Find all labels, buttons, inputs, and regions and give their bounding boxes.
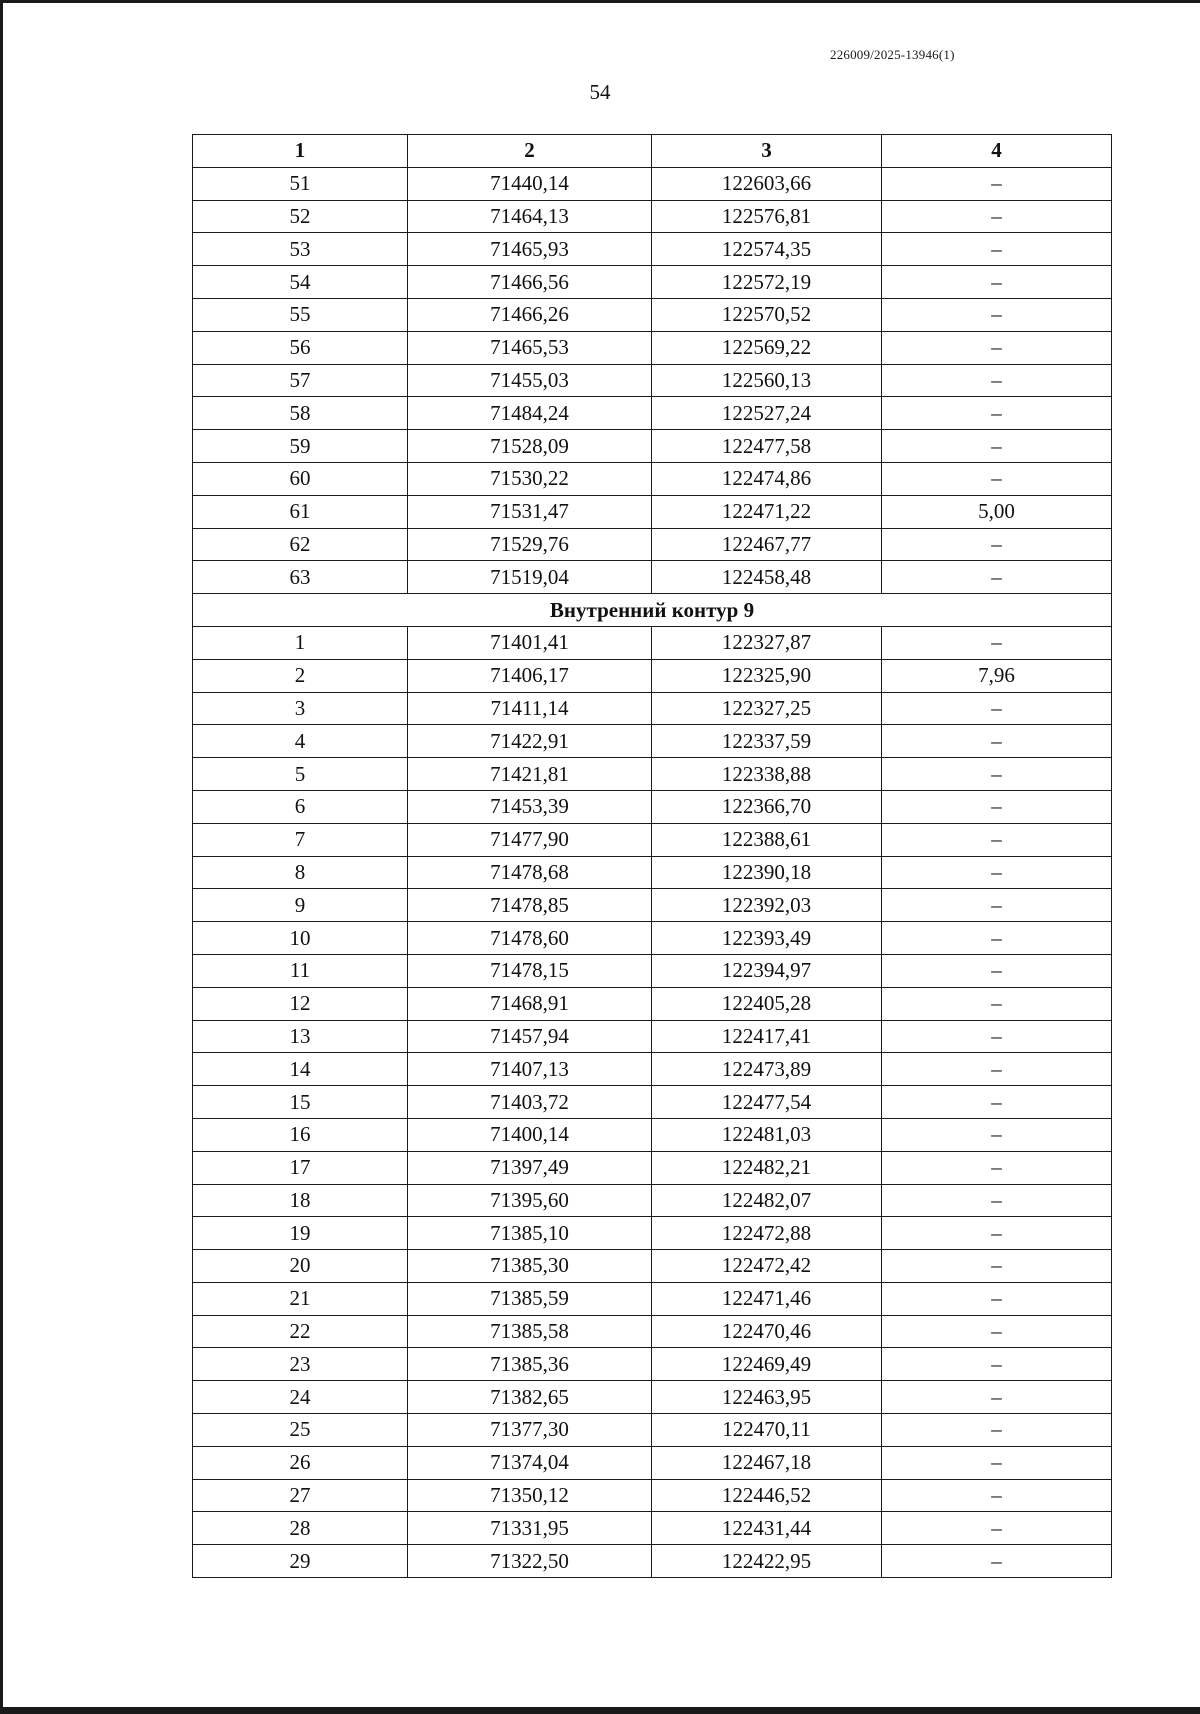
x-coordinate-cell: 71422,91 — [408, 725, 652, 758]
y-coordinate-cell: 122477,58 — [652, 430, 882, 463]
point-number-cell: 56 — [193, 331, 408, 364]
table-row — [193, 1053, 1112, 1086]
document-code: 226009/2025-13946(1) — [830, 47, 955, 62]
point-number-cell: 25 — [193, 1414, 408, 1447]
point-number-cell: 51 — [193, 167, 408, 200]
x-coordinate-cell: 71478,68 — [408, 856, 652, 889]
point-number-cell: 60 — [193, 462, 408, 495]
point-number-cell: 27 — [193, 1479, 408, 1512]
point-number-cell: 59 — [193, 430, 408, 463]
y-coordinate-cell: 122388,61 — [652, 823, 882, 856]
y-coordinate-cell: 122394,97 — [652, 954, 882, 987]
table-row — [193, 364, 1112, 397]
x-coordinate-cell: 71465,93 — [408, 233, 652, 266]
value-cell: – — [882, 266, 1112, 299]
y-coordinate-cell: 122570,52 — [652, 298, 882, 331]
point-number-cell: 24 — [193, 1381, 408, 1414]
point-number-cell: 52 — [193, 200, 408, 233]
point-number-cell: 8 — [193, 856, 408, 889]
value-cell: – — [882, 692, 1112, 725]
x-coordinate-cell: 71407,13 — [408, 1053, 652, 1086]
table-row — [193, 462, 1112, 495]
y-coordinate-cell: 122463,95 — [652, 1381, 882, 1414]
point-number-cell: 2 — [193, 659, 408, 692]
point-number-cell: 10 — [193, 922, 408, 955]
point-number-cell: 22 — [193, 1315, 408, 1348]
table-row — [193, 495, 1112, 528]
table-row — [193, 954, 1112, 987]
x-coordinate-cell: 71531,47 — [408, 495, 652, 528]
y-coordinate-cell: 122327,25 — [652, 692, 882, 725]
x-coordinate-cell: 71395,60 — [408, 1184, 652, 1217]
point-number-cell: 4 — [193, 725, 408, 758]
table-row — [193, 1545, 1112, 1578]
x-coordinate-cell: 71440,14 — [408, 167, 652, 200]
point-number-cell: 63 — [193, 561, 408, 594]
x-coordinate-cell: 71377,30 — [408, 1414, 652, 1447]
table-row — [193, 725, 1112, 758]
value-cell: 5,00 — [882, 495, 1112, 528]
x-coordinate-cell: 71528,09 — [408, 430, 652, 463]
y-coordinate-cell: 122325,90 — [652, 659, 882, 692]
table-row — [193, 790, 1112, 823]
y-coordinate-cell: 122569,22 — [652, 331, 882, 364]
point-number-cell: 20 — [193, 1250, 408, 1283]
table-row — [193, 200, 1112, 233]
x-coordinate-cell: 71466,56 — [408, 266, 652, 299]
point-number-cell: 58 — [193, 397, 408, 430]
value-cell: – — [882, 922, 1112, 955]
y-coordinate-cell: 122327,87 — [652, 626, 882, 659]
y-coordinate-cell: 122603,66 — [652, 167, 882, 200]
point-number-cell: 62 — [193, 528, 408, 561]
value-cell: – — [882, 1151, 1112, 1184]
page-number: 54 — [589, 80, 611, 104]
y-coordinate-cell: 122469,49 — [652, 1348, 882, 1381]
x-coordinate-cell: 71464,13 — [408, 200, 652, 233]
value-cell: – — [882, 1446, 1112, 1479]
x-coordinate-cell: 71374,04 — [408, 1446, 652, 1479]
value-cell: – — [882, 1282, 1112, 1315]
value-cell: – — [882, 1348, 1112, 1381]
value-cell: – — [882, 1086, 1112, 1119]
value-cell: – — [882, 364, 1112, 397]
x-coordinate-cell: 71401,41 — [408, 626, 652, 659]
x-coordinate-cell: 71519,04 — [408, 561, 652, 594]
value-cell: – — [882, 430, 1112, 463]
x-coordinate-cell: 71477,90 — [408, 823, 652, 856]
value-cell: – — [882, 725, 1112, 758]
coordinates-table — [192, 134, 1112, 1578]
table-row — [193, 1348, 1112, 1381]
x-coordinate-cell: 71478,85 — [408, 889, 652, 922]
point-number-cell: 29 — [193, 1545, 408, 1578]
table-row — [193, 1479, 1112, 1512]
y-coordinate-cell: 122446,52 — [652, 1479, 882, 1512]
y-coordinate-cell: 122470,46 — [652, 1315, 882, 1348]
value-cell: 7,96 — [882, 659, 1112, 692]
x-coordinate-cell: 71478,15 — [408, 954, 652, 987]
value-cell: – — [882, 561, 1112, 594]
point-number-cell: 23 — [193, 1348, 408, 1381]
table-row — [193, 823, 1112, 856]
point-number-cell: 53 — [193, 233, 408, 266]
table-row — [193, 626, 1112, 659]
x-coordinate-cell: 71466,26 — [408, 298, 652, 331]
point-number-cell: 3 — [193, 692, 408, 725]
value-cell: – — [882, 626, 1112, 659]
section-title: Внутренний контур 9 — [193, 594, 1112, 627]
table-row — [193, 528, 1112, 561]
y-coordinate-cell: 122572,19 — [652, 266, 882, 299]
table-row — [193, 659, 1112, 692]
value-cell: – — [882, 1217, 1112, 1250]
table-row — [193, 922, 1112, 955]
point-number-cell: 6 — [193, 790, 408, 823]
value-cell: – — [882, 331, 1112, 364]
table-row — [193, 430, 1112, 463]
table-row — [193, 1020, 1112, 1053]
table-row — [193, 561, 1112, 594]
y-coordinate-cell: 122366,70 — [652, 790, 882, 823]
table-row — [193, 1184, 1112, 1217]
column-header-4: 4 — [882, 135, 1112, 168]
table-row — [193, 1118, 1112, 1151]
point-number-cell: 19 — [193, 1217, 408, 1250]
x-coordinate-cell: 71530,22 — [408, 462, 652, 495]
point-number-cell: 16 — [193, 1118, 408, 1151]
point-number-cell: 55 — [193, 298, 408, 331]
table-row — [193, 1086, 1112, 1119]
table-header-row — [193, 135, 1112, 168]
value-cell: – — [882, 462, 1112, 495]
value-cell: – — [882, 1315, 1112, 1348]
x-coordinate-cell: 71465,53 — [408, 331, 652, 364]
table-row — [193, 331, 1112, 364]
table-row — [193, 1282, 1112, 1315]
table-row — [193, 1381, 1112, 1414]
y-coordinate-cell: 122470,11 — [652, 1414, 882, 1447]
y-coordinate-cell: 122467,77 — [652, 528, 882, 561]
value-cell: – — [882, 1250, 1112, 1283]
point-number-cell: 5 — [193, 758, 408, 791]
x-coordinate-cell: 71385,59 — [408, 1282, 652, 1315]
x-coordinate-cell: 71406,17 — [408, 659, 652, 692]
y-coordinate-cell: 122417,41 — [652, 1020, 882, 1053]
point-number-cell: 61 — [193, 495, 408, 528]
point-number-cell: 28 — [193, 1512, 408, 1545]
value-cell: – — [882, 823, 1112, 856]
y-coordinate-cell: 122482,07 — [652, 1184, 882, 1217]
x-coordinate-cell: 71421,81 — [408, 758, 652, 791]
point-number-cell: 21 — [193, 1282, 408, 1315]
scan-border-top — [0, 0, 1200, 3]
x-coordinate-cell: 71468,91 — [408, 987, 652, 1020]
y-coordinate-cell: 122405,28 — [652, 987, 882, 1020]
y-coordinate-cell: 122471,22 — [652, 495, 882, 528]
x-coordinate-cell: 71478,60 — [408, 922, 652, 955]
section-row-group — [193, 594, 1112, 627]
value-cell: – — [882, 1414, 1112, 1447]
section-row — [193, 594, 1112, 627]
y-coordinate-cell: 122477,54 — [652, 1086, 882, 1119]
value-cell: – — [882, 167, 1112, 200]
x-coordinate-cell: 71382,65 — [408, 1381, 652, 1414]
y-coordinate-cell: 122472,42 — [652, 1250, 882, 1283]
value-cell: – — [882, 790, 1112, 823]
x-coordinate-cell: 71529,76 — [408, 528, 652, 561]
x-coordinate-cell: 71403,72 — [408, 1086, 652, 1119]
y-coordinate-cell: 122481,03 — [652, 1118, 882, 1151]
table-row — [193, 266, 1112, 299]
value-cell: – — [882, 758, 1112, 791]
y-coordinate-cell: 122337,59 — [652, 725, 882, 758]
value-cell: – — [882, 1118, 1112, 1151]
table-row — [193, 1250, 1112, 1283]
y-coordinate-cell: 122338,88 — [652, 758, 882, 791]
table-row — [193, 1151, 1112, 1184]
value-cell: – — [882, 1053, 1112, 1086]
point-number-cell: 17 — [193, 1151, 408, 1184]
table-body-part2 — [193, 626, 1112, 1577]
y-coordinate-cell: 122482,21 — [652, 1151, 882, 1184]
point-number-cell: 1 — [193, 626, 408, 659]
y-coordinate-cell: 122576,81 — [652, 200, 882, 233]
y-coordinate-cell: 122560,13 — [652, 364, 882, 397]
table-row — [193, 889, 1112, 922]
value-cell: – — [882, 298, 1112, 331]
scan-border-bottom — [0, 1707, 1200, 1714]
point-number-cell: 9 — [193, 889, 408, 922]
point-number-cell: 26 — [193, 1446, 408, 1479]
value-cell: – — [882, 856, 1112, 889]
table-row — [193, 692, 1112, 725]
column-header-1: 1 — [193, 135, 408, 168]
y-coordinate-cell: 122392,03 — [652, 889, 882, 922]
x-coordinate-cell: 71385,30 — [408, 1250, 652, 1283]
column-header-2: 2 — [408, 135, 652, 168]
x-coordinate-cell: 71453,39 — [408, 790, 652, 823]
point-number-cell: 7 — [193, 823, 408, 856]
point-number-cell: 18 — [193, 1184, 408, 1217]
point-number-cell: 57 — [193, 364, 408, 397]
table-row — [193, 1315, 1112, 1348]
table-row — [193, 1512, 1112, 1545]
point-number-cell: 13 — [193, 1020, 408, 1053]
value-cell: – — [882, 954, 1112, 987]
table-row — [193, 298, 1112, 331]
table-row — [193, 758, 1112, 791]
x-coordinate-cell: 71397,49 — [408, 1151, 652, 1184]
value-cell: – — [882, 889, 1112, 922]
table-row — [193, 233, 1112, 266]
x-coordinate-cell: 71457,94 — [408, 1020, 652, 1053]
scan-border-left — [0, 0, 3, 1714]
table-body-part1 — [193, 167, 1112, 593]
table-row — [193, 397, 1112, 430]
value-cell: – — [882, 1545, 1112, 1578]
table-row — [193, 1414, 1112, 1447]
value-cell: – — [882, 1512, 1112, 1545]
point-number-cell: 54 — [193, 266, 408, 299]
table-row — [193, 167, 1112, 200]
value-cell: – — [882, 1479, 1112, 1512]
table-row — [193, 1446, 1112, 1479]
value-cell: – — [882, 987, 1112, 1020]
value-cell: – — [882, 200, 1112, 233]
x-coordinate-cell: 71322,50 — [408, 1545, 652, 1578]
y-coordinate-cell: 122458,48 — [652, 561, 882, 594]
y-coordinate-cell: 122471,46 — [652, 1282, 882, 1315]
y-coordinate-cell: 122467,18 — [652, 1446, 882, 1479]
point-number-cell: 11 — [193, 954, 408, 987]
value-cell: – — [882, 528, 1112, 561]
y-coordinate-cell: 122422,95 — [652, 1545, 882, 1578]
value-cell: – — [882, 1184, 1112, 1217]
y-coordinate-cell: 122474,86 — [652, 462, 882, 495]
y-coordinate-cell: 122527,24 — [652, 397, 882, 430]
point-number-cell: 14 — [193, 1053, 408, 1086]
y-coordinate-cell: 122574,35 — [652, 233, 882, 266]
y-coordinate-cell: 122473,89 — [652, 1053, 882, 1086]
value-cell: – — [882, 233, 1112, 266]
y-coordinate-cell: 122472,88 — [652, 1217, 882, 1250]
x-coordinate-cell: 71385,36 — [408, 1348, 652, 1381]
x-coordinate-cell: 71411,14 — [408, 692, 652, 725]
y-coordinate-cell: 122431,44 — [652, 1512, 882, 1545]
x-coordinate-cell: 71400,14 — [408, 1118, 652, 1151]
x-coordinate-cell: 71385,58 — [408, 1315, 652, 1348]
x-coordinate-cell: 71385,10 — [408, 1217, 652, 1250]
x-coordinate-cell: 71331,95 — [408, 1512, 652, 1545]
value-cell: – — [882, 1020, 1112, 1053]
x-coordinate-cell: 71484,24 — [408, 397, 652, 430]
column-header-3: 3 — [652, 135, 882, 168]
y-coordinate-cell: 122390,18 — [652, 856, 882, 889]
point-number-cell: 12 — [193, 987, 408, 1020]
table-row — [193, 987, 1112, 1020]
y-coordinate-cell: 122393,49 — [652, 922, 882, 955]
table-row — [193, 856, 1112, 889]
table-row — [193, 1217, 1112, 1250]
x-coordinate-cell: 71350,12 — [408, 1479, 652, 1512]
value-cell: – — [882, 1381, 1112, 1414]
point-number-cell: 15 — [193, 1086, 408, 1119]
value-cell: – — [882, 397, 1112, 430]
x-coordinate-cell: 71455,03 — [408, 364, 652, 397]
